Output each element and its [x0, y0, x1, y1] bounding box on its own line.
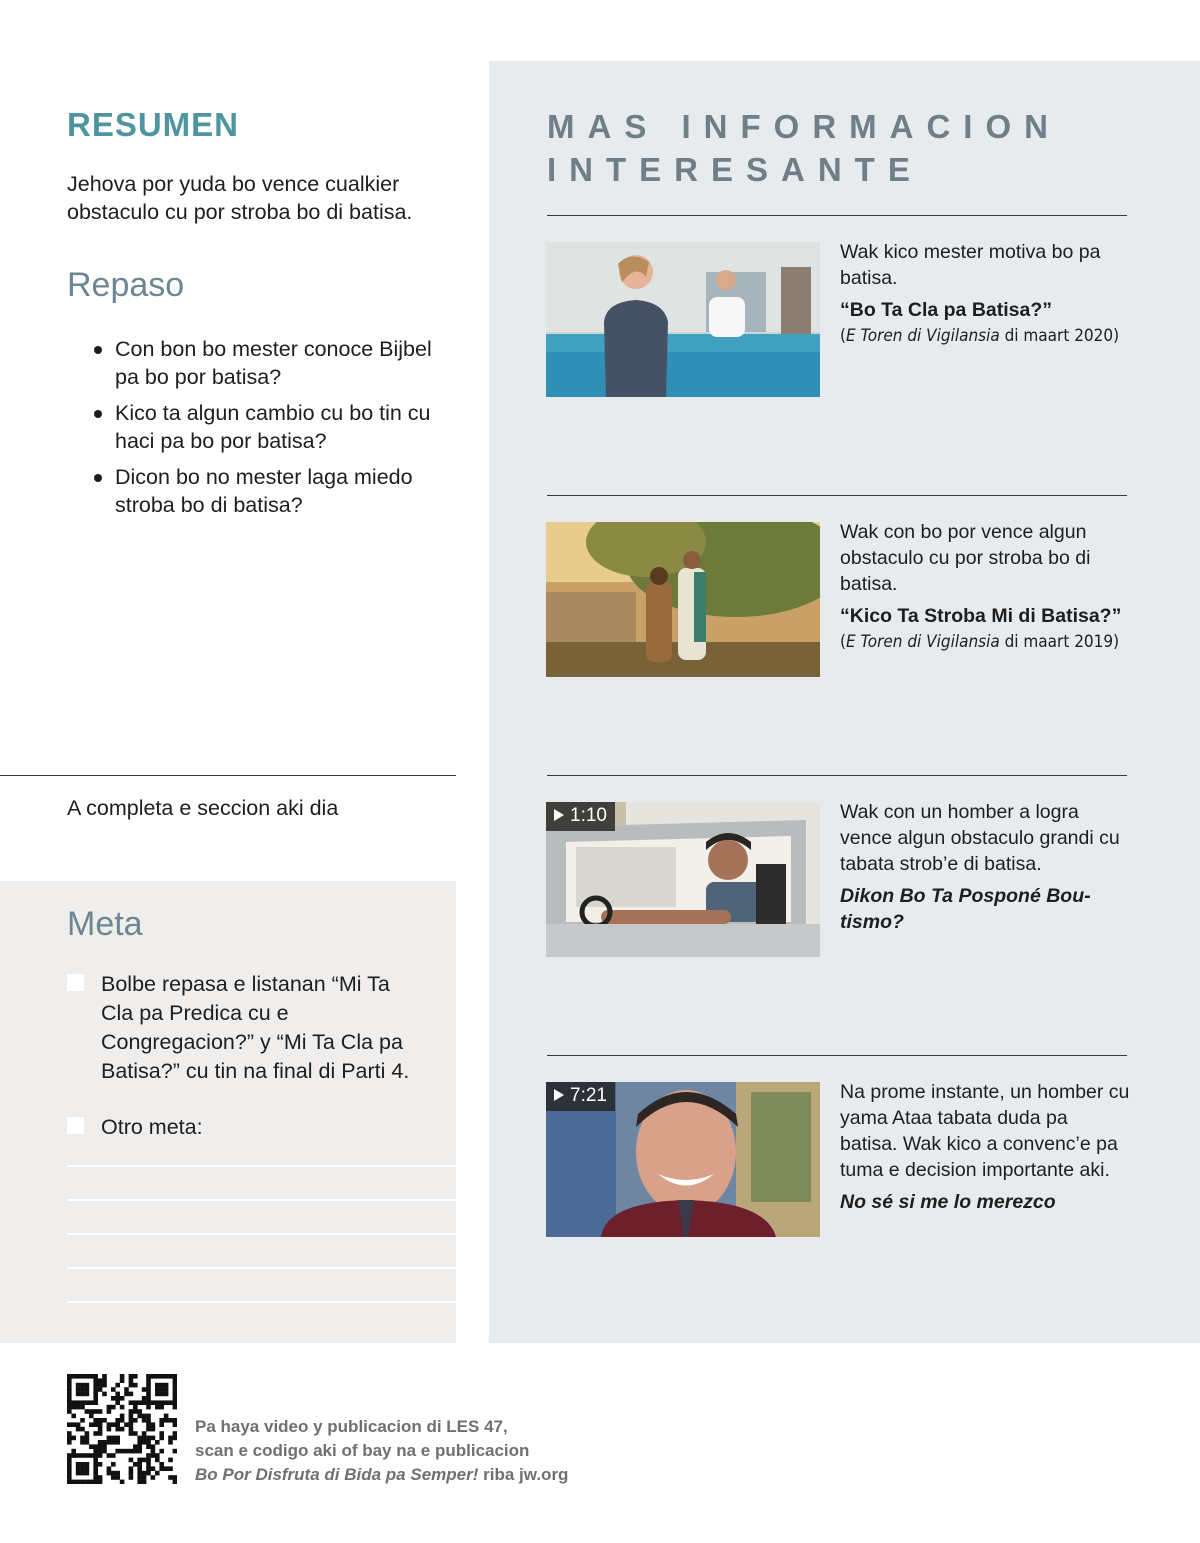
- bullet-icon: [94, 410, 102, 418]
- article-link[interactable]: “Bo Ta Cla pa Batisa?”: [840, 299, 1053, 321]
- info-card-text: Na prome instante, un homber cu yama Ataa tabata duda pa batisa. Wak kico a convenc’e pa tuma e decision importante aki. No sé si me lo merezco: [840, 1081, 1130, 1213]
- writing-line[interactable]: [67, 1267, 456, 1269]
- meta-section: [0, 881, 456, 1343]
- writing-line[interactable]: [67, 1233, 456, 1235]
- checkbox-icon[interactable]: [67, 1117, 84, 1134]
- list-item: Kico ta algun cambio cu bo tin cu haci pa bo por batisa?: [90, 399, 460, 455]
- footer-note: Pa haya video y publicacion di LES 47, scan e codigo aki of bay na e publicacion Bo Por Disfruta di Bida pa Semper! riba jw.org: [195, 1417, 569, 1484]
- list-item: Con bon bo mester conoce Bijbel pa bo por batisa?: [90, 335, 460, 391]
- video-link[interactable]: No sé si me lo merezco: [840, 1191, 1056, 1213]
- goal-label: Otro meta:: [101, 1115, 203, 1139]
- man-in-car-video[interactable]: [546, 802, 820, 957]
- repaso-list: [90, 335, 460, 527]
- painting-ethiopian-eunuch[interactable]: [546, 522, 820, 677]
- resumen-heading: RESUMEN: [67, 106, 240, 143]
- play-icon: [554, 1089, 564, 1101]
- writing-line[interactable]: [67, 1199, 456, 1201]
- article-source: (E Toren di Vigilansia di maart 2019): [840, 632, 1120, 652]
- list-item: Dicon bo no mester laga miedo stroba bo di batisa?: [90, 463, 460, 519]
- baptism-photo[interactable]: [546, 242, 820, 397]
- divider: [547, 1055, 1127, 1056]
- more-info-heading: MAS INFORMACION INTERESANTE: [547, 108, 1061, 188]
- info-card-text: Wak con un homber a logra vence algun obstaculo grandi cu tabata strob’e di batisa. Dikon Bo Ta Posponé Bou-tismo?: [840, 799, 1130, 935]
- video-duration-badge: 7:21: [546, 1082, 615, 1111]
- divider: [547, 775, 1127, 776]
- info-card-text: Wak con bo por vence algun obstaculo cu por stroba bo di batisa. “Kico Ta Stroba Mi di Batisa?” (E Toren di Vigilansia di maart 2019): [840, 519, 1130, 655]
- bullet-icon: [94, 346, 102, 354]
- divider: [547, 495, 1127, 496]
- writing-line[interactable]: [67, 1301, 456, 1303]
- smiling-man-video[interactable]: [546, 1082, 820, 1237]
- goal-item[interactable]: [67, 1113, 427, 1142]
- writing-line[interactable]: [67, 1165, 456, 1167]
- meta-heading: Meta: [67, 905, 143, 943]
- divider: [0, 775, 456, 776]
- video-link[interactable]: Dikon Bo Ta Posponé Bou-tismo?: [840, 885, 1091, 933]
- qr-code[interactable]: [67, 1374, 177, 1484]
- resumen-text: Jehova por yuda bo vence cualkier obstaculo cu por stroba bo di batisa.: [67, 172, 413, 224]
- divider: [547, 215, 1127, 216]
- goal-item[interactable]: [67, 970, 427, 1086]
- article-source: (E Toren di Vigilansia di maart 2020): [840, 326, 1120, 346]
- video-duration-badge: 1:10: [546, 802, 615, 831]
- goal-label: Bolbe repasa e listanan “Mi Ta Cla pa Predica cu e Congregacion?” y “Mi Ta Cla pa Batisa?” cu tin na final di Parti 4.: [101, 972, 410, 1083]
- bullet-icon: [94, 474, 102, 482]
- article-link[interactable]: “Kico Ta Stroba Mi di Batisa?”: [840, 605, 1122, 627]
- checkbox-icon[interactable]: [67, 974, 84, 991]
- info-card-text: Wak kico mester motiva bo pa batisa. “Bo Ta Cla pa Batisa?” (E Toren di Vigilansia di maart 2020): [840, 239, 1130, 349]
- repaso-heading: Repaso: [67, 266, 185, 304]
- completion-date-label: A completa e seccion aki dia: [67, 796, 339, 820]
- play-icon: [554, 809, 564, 821]
